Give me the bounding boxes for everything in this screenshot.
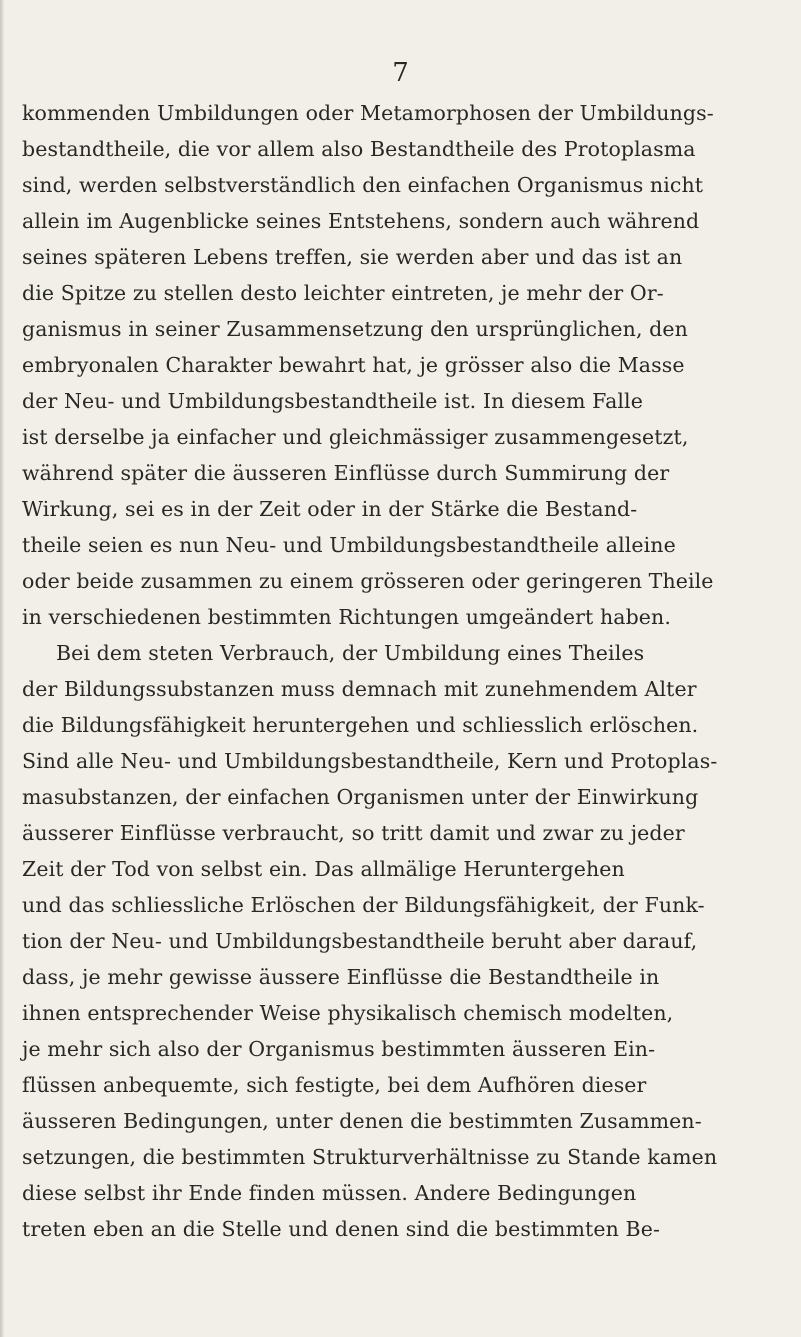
paragraph [22,95,732,635]
text-line: Zeit der Tod von selbst ein. Das allmälige Heruntergehen [22,857,625,881]
text-line: ihnen entsprechender Weise physikalisch chemisch modelten, [22,1001,674,1025]
text-line: ganismus in seiner Zusammensetzung den ursprünglichen, den [22,317,688,341]
text-line: sind, werden selbstverständlich den einfachen Organismus nicht [22,173,704,197]
text-line: allein im Augenblicke seines Entstehens, sondern auch während [22,209,700,233]
text-line: während später die äusseren Einflüsse durch Summirung der [22,461,670,485]
text-line: Bei dem steten Verbrauch, der Umbildung eines Theiles [56,641,645,665]
text-line: masubstanzen, der einfachen Organismen unter der Einwirkung [22,785,699,809]
text-line: Wirkung, sei es in der Zeit oder in der Stärke die Bestand- [22,497,638,521]
page-number: 7 [392,58,409,88]
body-text [22,95,732,1247]
text-line: dass, je mehr gewisse äussere Einflüsse die Bestandtheile in [22,965,660,989]
text-line: flüssen anbequemte, sich festigte, bei dem Aufhören dieser [22,1073,647,1097]
text-line: seines späteren Lebens treffen, sie werden aber und das ist an [22,245,683,269]
page-edge-shadow [0,0,4,1337]
text-line: ist derselbe ja einfacher und gleichmässiger zusammengesetzt, [22,425,689,449]
text-line: oder beide zusammen zu einem grösseren oder geringeren Theile [22,569,714,593]
text-line: setzungen, die bestimmten Strukturverhältnisse zu Stande kamen [22,1145,718,1169]
text-line: embryonalen Charakter bewahrt hat, je grösser also die Masse [22,353,685,377]
text-line: die Bildungsfähigkeit heruntergehen und schliesslich erlöschen. [22,713,699,737]
text-line: tion der Neu- und Umbildungsbestandtheile beruht aber darauf, [22,929,698,953]
text-line: der Bildungssubstanzen muss demnach mit zunehmendem Alter [22,677,697,701]
text-line: theile seien es nun Neu- und Umbildungsbestandtheile alleine [22,533,676,557]
text-line: je mehr sich also der Organismus bestimmten äusseren Ein- [22,1037,656,1061]
text-line: der Neu- und Umbildungsbestandtheile ist. In diesem Falle [22,389,643,413]
text-line: die Spitze zu stellen desto leichter eintreten, je mehr der Or- [22,281,664,305]
text-line: äusserer Einflüsse verbraucht, so tritt damit und zwar zu jeder [22,821,685,845]
text-line: kommenden Umbildungen oder Metamorphosen der Umbildungs- [22,101,714,125]
text-line: Sind alle Neu- und Umbildungsbestandtheile, Kern und Protoplas- [22,749,718,773]
text-line: äusseren Bedingungen, unter denen die bestimmten Zusammen- [22,1109,702,1133]
text-line: treten eben an die Stelle und denen sind die bestimmten Be- [22,1217,660,1241]
text-line: in verschiedenen bestimmten Richtungen umgeändert haben. [22,605,671,629]
text-line: bestandtheile, die vor allem also Bestandtheile des Protoplasma [22,137,696,161]
text-line: diese selbst ihr Ende finden müssen. Andere Bedingungen [22,1181,637,1205]
text-line: und das schliessliche Erlöschen der Bildungsfähigkeit, der Funk- [22,893,705,917]
paragraph [22,635,732,1247]
